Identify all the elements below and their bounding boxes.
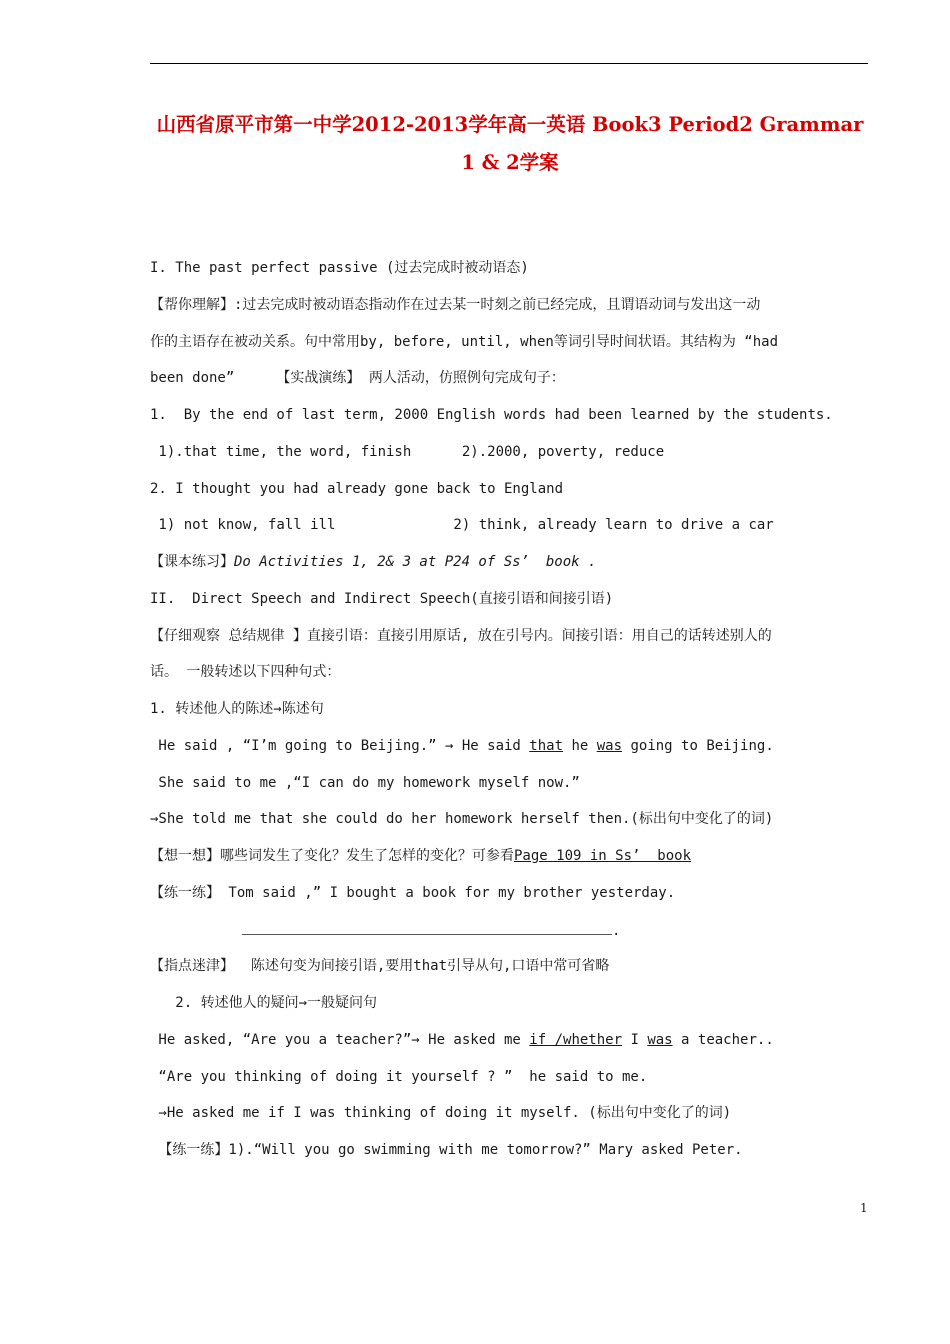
prompt-text: 【想一想】哪些词发生了变化？发生了怎样的变化？可参看: [150, 848, 514, 864]
title-line-1: 山西省原平市第一中学2012-2013学年高一英语 Book3 Period2 Grammar: [156, 113, 864, 136]
sentence-part: I: [622, 1032, 648, 1048]
section-1-heading: I. The past perfect passive (过去完成时被动语态): [150, 260, 529, 276]
example-sentence: 1. By the end of last term, 2000 English words had been learned by the students.: [150, 407, 833, 423]
example-sentence: 2. I thought you had already gone back to England: [150, 481, 564, 497]
tip-line: 【指点迷津】 陈述句变为间接引语,要用that引导从句,口语中常可省略: [150, 958, 610, 974]
section-2-heading: II. Direct Speech and Indirect Speech(直接引语和间接引语): [150, 591, 614, 607]
underlined-word: was: [596, 738, 623, 754]
text-line: 【仔细观察 总结规律 】直接引语：直接引用原话, 放在引号内。间接引语：用自己的话转述别人的: [150, 628, 772, 644]
text-line: 【帮你理解】:过去完成时被动语态指动作在过去某一时刻之前已经完成，且谓语动词与发出这一动: [150, 297, 761, 313]
example-sentence: [150, 736, 870, 756]
label: 【课本练习】: [150, 554, 234, 570]
exercise-prompts: 1) not know, fall ill 2) think, already learn to drive a car: [150, 517, 774, 533]
text-line: 作的主语存在被动关系。句中常用by, before, until, when等词引导时间状语。其结构为 “had: [150, 334, 779, 350]
title-line-2: 1 & 2学案: [461, 151, 559, 174]
sentence-part: He asked, “Are you a teacher?”→ He asked me: [150, 1032, 530, 1048]
answer-blank: [242, 920, 612, 935]
example-sentence: →He asked me if I was thinking of doing it myself. (标出句中变化了的词): [150, 1105, 732, 1121]
think-prompt: [150, 846, 870, 866]
underlined-word: was: [647, 1032, 673, 1048]
activity-reference: Do Activities 1, 2& 3 at P24 of Ss’ book .: [234, 554, 597, 570]
textbook-exercise: [150, 552, 870, 572]
practice-line: 【练一练】1).“Will you go swimming with me tomorrow?” Mary asked Peter.: [150, 1142, 743, 1158]
practice-line: 【练一练】 Tom said ,” I bought a book for my brother yesterday.: [150, 885, 676, 901]
exercise-prompts: 1).that time, the word, finish 2).2000, poverty, reduce: [150, 444, 665, 460]
text-line: been done” 【实战演练】 两人活动，仿照例句完成句子：: [150, 370, 565, 386]
header-rule: [150, 63, 868, 64]
sentence-part: going to Beijing.: [622, 738, 774, 754]
example-sentence: [150, 1030, 870, 1050]
example-sentence: “Are you thinking of doing it yourself ? ” he said to me.: [150, 1069, 648, 1085]
subheading: 2. 转述他人的疑问→一般疑问句: [150, 995, 378, 1011]
answer-line: [242, 920, 950, 941]
text-line: 话。 一般转述以下四种句式：: [150, 664, 341, 680]
underlined-word: if /whether: [529, 1032, 623, 1048]
sentence-part: a teacher..: [672, 1032, 774, 1048]
example-sentence: →She told me that she could do her homework herself then.(标出句中变化了的词): [150, 811, 774, 827]
underlined-word: that: [529, 738, 564, 754]
page-number: 1: [860, 1201, 868, 1215]
example-sentence: She said to me ,“I can do my homework myself now.”: [150, 775, 580, 791]
sentence-part: He said , “I’m going to Beijing.” → He said: [150, 738, 530, 754]
document-title: [140, 106, 880, 182]
page-reference: Page 109 in Ss’ book: [514, 848, 692, 864]
sentence-part: he: [563, 738, 597, 754]
subheading: 1. 转述他人的陈述→陈述句: [150, 701, 324, 717]
period: .: [612, 923, 621, 939]
